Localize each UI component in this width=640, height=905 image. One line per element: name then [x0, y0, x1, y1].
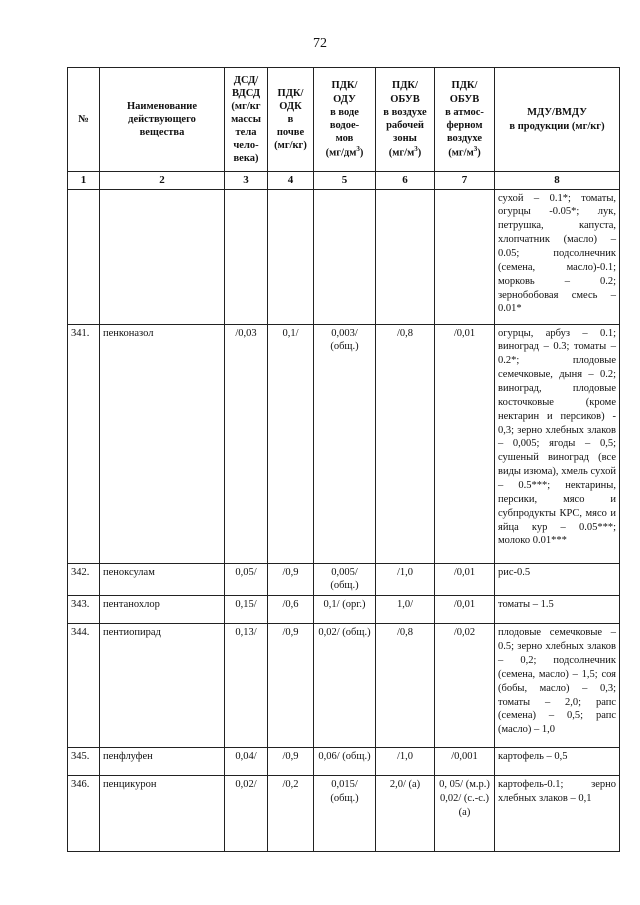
table-row	[68, 776, 620, 852]
row-number: 341.	[68, 324, 100, 563]
pesticide-standards-table	[67, 67, 620, 852]
column-number: 4	[268, 172, 314, 190]
pdk-soil-value	[268, 189, 314, 324]
mdu-value: картофель-0.1; зерно хлебных злаков – 0,1	[495, 776, 620, 852]
header-number: №	[68, 68, 100, 172]
row-number: 345.	[68, 748, 100, 776]
pdk-water-value: 0,005/ (общ.)	[314, 563, 376, 596]
header-dsd: ДСД/ ВДСД (мг/кг массы тела чело- века)	[225, 68, 268, 172]
mdu-value: томаты – 1.5	[495, 596, 620, 624]
header-substance-name: Наименование действующего вещества	[100, 68, 225, 172]
pdk-air-atm-value: 0, 05/ (м.р.) 0,02/ (с.-с.) (а)	[435, 776, 495, 852]
substance-name: пенфлуфен	[100, 748, 225, 776]
header-pdk-air-atm: ПДК/ ОБУВ в атмос- ферном воздухе $(мг/м^3)$	[435, 68, 495, 172]
column-number-row	[68, 172, 620, 190]
mdu-value: огурцы, арбуз – 0.1; виноград – 0.3; томаты – 0.2*; плодовые семечковые, дыня – 0.2; виноград, плодовые косточковые (кроме нектарин и персиков) - 0,3; зерно хлебных злаков – 0,005; ягоды – 0,5; сушеный виноград (все виды изюма), хмель сухой – 0.5***; нектарины, персики, мясо и субпродукты КРС, мясо и яйца кур – 0.05***; молоко 0.01***	[495, 324, 620, 563]
mdu-value: картофель – 0,5	[495, 748, 620, 776]
pdk-air-atm-value: /0,01	[435, 596, 495, 624]
column-number: 1	[68, 172, 100, 190]
pdk-air-work-value: 2,0/ (а)	[376, 776, 435, 852]
substance-name	[100, 189, 225, 324]
pdk-air-work-value: /0,8	[376, 624, 435, 748]
table-row	[68, 748, 620, 776]
substance-name: пентанохлор	[100, 596, 225, 624]
pdk-air-atm-value: /0,01	[435, 563, 495, 596]
table-row	[68, 324, 620, 563]
row-number	[68, 189, 100, 324]
mdu-value: сухой – 0.1*; томаты, огурцы -0.05*; лук, петрушка, капуста, хлопчатник (масло) – 0.05; подсолнечник (семена, масло)-0.1; морковь – 0.2; зернобобовая смесь – 0.01*	[495, 189, 620, 324]
dsd-value: 0,05/	[225, 563, 268, 596]
dsd-value: 0,02/	[225, 776, 268, 852]
substance-name: пеноксулам	[100, 563, 225, 596]
dsd-value: 0,15/	[225, 596, 268, 624]
mdu-value: рис-0.5	[495, 563, 620, 596]
dsd-value: 0,04/	[225, 748, 268, 776]
dsd-value: 0,13/	[225, 624, 268, 748]
column-number: 3	[225, 172, 268, 190]
pdk-soil-value: /0,9	[268, 748, 314, 776]
header-pdk-water: ПДК/ ОДУ в воде водое- мов $(мг/дм^3)$	[314, 68, 376, 172]
pdk-air-atm-value: /0,02	[435, 624, 495, 748]
dsd-value	[225, 189, 268, 324]
pdk-water-value: 0,1/ (орг.)	[314, 596, 376, 624]
pdk-air-work-value: /1,0	[376, 563, 435, 596]
row-number: 343.	[68, 596, 100, 624]
column-number: 8	[495, 172, 620, 190]
table-row	[68, 563, 620, 596]
pdk-water-value: 0,015/ (общ.)	[314, 776, 376, 852]
substance-name: пенцикурон	[100, 776, 225, 852]
table-row	[68, 624, 620, 748]
pdk-air-atm-value: /0,01	[435, 324, 495, 563]
dsd-value: /0,03	[225, 324, 268, 563]
header-pdk-soil: ПДК/ ОДК в почве (мг/кг)	[268, 68, 314, 172]
pdk-water-value: 0,02/ (общ.)	[314, 624, 376, 748]
pdk-soil-value: /0,9	[268, 563, 314, 596]
pdk-soil-value: /0,2	[268, 776, 314, 852]
header-pdk-air-work: ПДК/ ОБУВ в воздухе рабочей зоны $(мг/м^3)$	[376, 68, 435, 172]
pdk-water-value: 0,06/ (общ.)	[314, 748, 376, 776]
pdk-soil-value: 0,1/	[268, 324, 314, 563]
pdk-air-work-value: /1,0	[376, 748, 435, 776]
column-number: 5	[314, 172, 376, 190]
row-number: 344.	[68, 624, 100, 748]
pdk-soil-value: /0,6	[268, 596, 314, 624]
pdk-soil-value: /0,9	[268, 624, 314, 748]
pdk-air-work-value: /0,8	[376, 324, 435, 563]
substance-name: пентиопирад	[100, 624, 225, 748]
row-number: 342.	[68, 563, 100, 596]
table-row	[68, 189, 620, 324]
pdk-air-work-value: 1,0/	[376, 596, 435, 624]
column-number: 6	[376, 172, 435, 190]
substance-name: пенконазол	[100, 324, 225, 563]
mdu-value: плодовые семечковые – 0.5; зерно хлебных злаков – 0,2; подсолнечник (семена, масло) – 1,5; соя (бобы, масло) – 0,3; томаты – 2,0; рапс (семена) – 0,5; рапс (масло) – 1,0	[495, 624, 620, 748]
pdk-air-atm-value	[435, 189, 495, 324]
pdk-water-value: 0,003/ (общ.)	[314, 324, 376, 563]
table-row	[68, 596, 620, 624]
pdk-air-work-value	[376, 189, 435, 324]
page-number: 72	[313, 36, 327, 51]
pdk-air-atm-value: /0,001	[435, 748, 495, 776]
header-row	[68, 68, 620, 172]
header-mdu: МДУ/ВМДУ в продукции (мг/кг)	[495, 68, 620, 172]
pdk-water-value	[314, 189, 376, 324]
column-number: 7	[435, 172, 495, 190]
row-number: 346.	[68, 776, 100, 852]
column-number: 2	[100, 172, 225, 190]
